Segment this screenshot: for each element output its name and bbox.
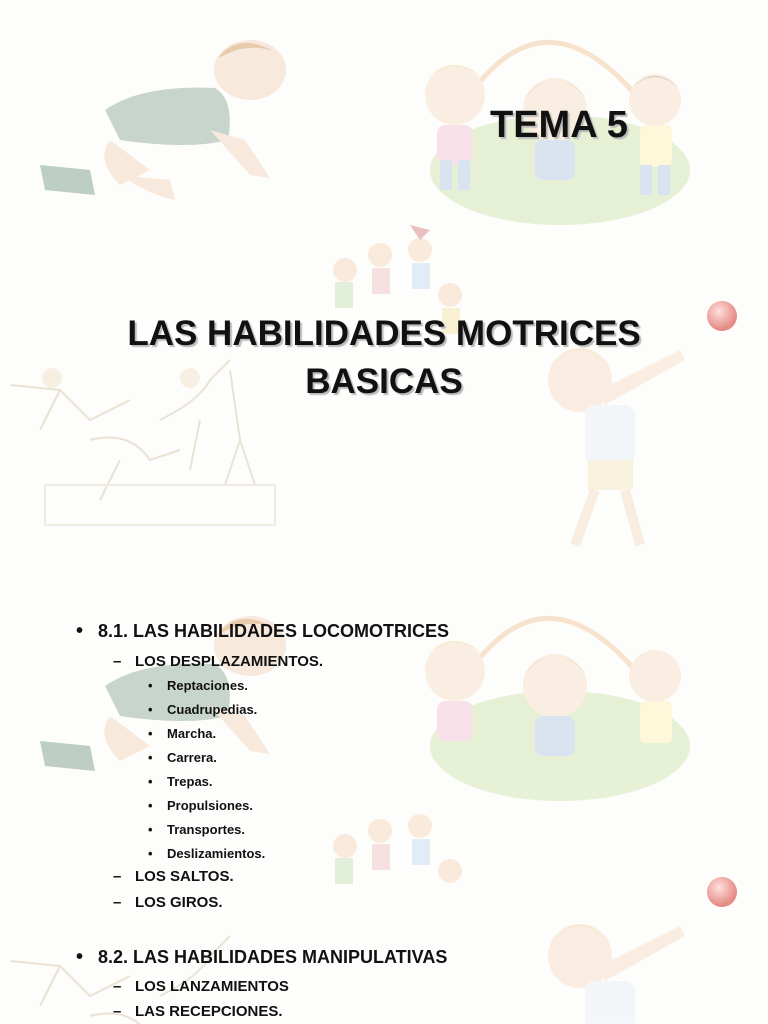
bullet-icon: • — [148, 774, 153, 789]
slide-content — [0, 576, 768, 1024]
bullet-icon: • — [148, 822, 153, 837]
bullet-icon: • — [148, 726, 153, 741]
list-item: • Marcha. — [148, 726, 217, 741]
dash-icon: – — [113, 653, 122, 670]
bullet-icon: • — [76, 620, 84, 642]
crawling-baby-illustration — [40, 40, 286, 200]
main-title-line-2: BASICAS — [305, 362, 463, 401]
subsection-item: – LOS SALTOS. — [113, 868, 234, 885]
list-item: • Propulsiones. — [148, 798, 253, 813]
list-item: • Trepas. — [148, 774, 213, 789]
list-item: • Cuadrupedias. — [148, 702, 258, 717]
bullet-icon: • — [148, 702, 153, 717]
list-item: • Deslizamientos. — [148, 846, 266, 861]
list-item: • Carrera. — [148, 750, 217, 765]
circle-of-kids-illustration — [333, 814, 462, 884]
main-title-line-1: LAS HABILIDADES MOTRICES — [127, 314, 641, 353]
section-heading: • 8.1. LAS HABILIDADES LOCOMOTRICES — [76, 620, 450, 642]
dash-icon: – — [113, 894, 122, 911]
dash-icon: – — [113, 978, 122, 995]
subsection-item: – LOS DESPLAZAMIENTOS. — [113, 653, 324, 670]
dash-icon: – — [113, 868, 122, 885]
subsection-item: – LOS GIROS. — [113, 894, 223, 911]
red-ball-icon — [707, 877, 737, 907]
list-item: • Transportes. — [148, 822, 246, 837]
section-heading: • 8.2. LAS HABILIDADES MANIPULATIVAS — [76, 946, 448, 968]
main-title — [84, 310, 684, 406]
kids-jump-rope-illustration — [425, 618, 690, 801]
dash-icon: – — [113, 1003, 122, 1020]
bullet-icon: • — [148, 750, 153, 765]
subsection-item: – LOS LANZAMIENTOS — [113, 978, 289, 995]
topic-number-title: TEMA 5 — [490, 104, 628, 146]
bullet-icon: • — [148, 798, 153, 813]
red-ball-icon — [707, 301, 737, 331]
bullet-icon: • — [148, 678, 153, 693]
bullet-icon: • — [76, 946, 84, 968]
boy-pointing-illustration — [548, 924, 685, 1024]
bullet-icon: • — [148, 846, 153, 861]
subsection-item: – LAS RECEPCIONES. — [113, 1003, 283, 1020]
list-item: • Reptaciones. — [148, 678, 248, 693]
